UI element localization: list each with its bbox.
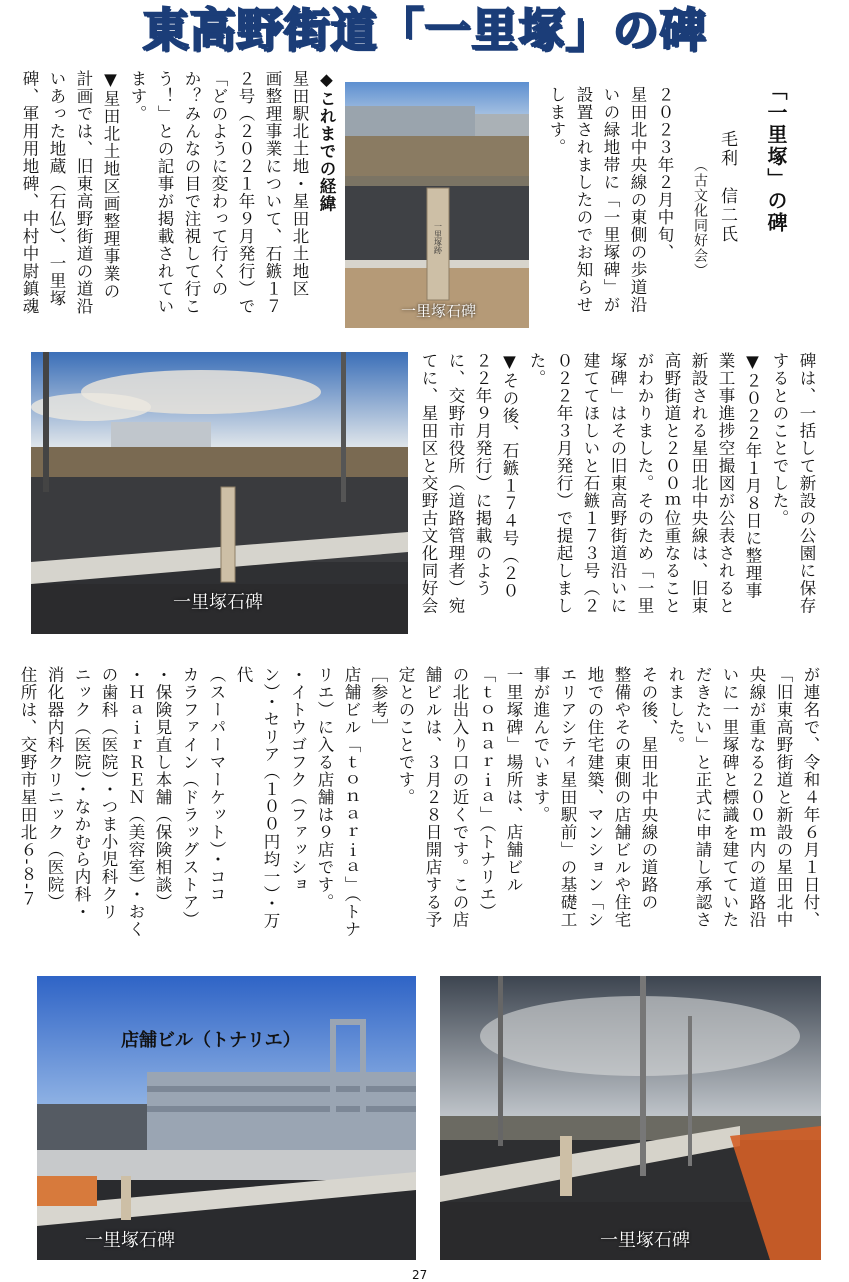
photo-store-building (37, 976, 416, 1260)
page-number: 27 (412, 1268, 428, 1282)
text-line: するとのことでした。 (770, 352, 789, 527)
text-line: 一里塚碑」場所は、店舗ビル (504, 666, 523, 894)
text-line: ます。 (128, 70, 147, 123)
text-line: （スーパーマーケット）・ココ (207, 666, 226, 903)
text-line: ニック（医院）・なかむら内科・ (72, 666, 91, 921)
text-line: エリアシティ星田駅前」の基礎工 (558, 666, 577, 929)
text-line: いに一里塚碑と標識を建てていた (720, 666, 739, 929)
text-line: 業工事進捗空撮図が公表されると (716, 352, 735, 615)
article-org: （古文化同好会） (692, 158, 708, 278)
photo-milestone-top (345, 82, 529, 328)
bottom-text (18, 666, 824, 938)
photo1-caption: 一里塚石碑 (401, 302, 477, 320)
text-line: いあった地蔵（石仏）、一里塚 (47, 70, 66, 307)
photo3-caption-top: 店舗ビル（トナリエ） (121, 1030, 301, 1051)
photo3-caption-bottom: 一里塚石碑 (85, 1230, 175, 1251)
text-line: ▼２０２２年１月８日に整理事 (743, 352, 762, 600)
text-line: ◆これまでの経緯 (317, 70, 336, 213)
text-line: 画整理事業について、石鏃１７ (263, 70, 282, 315)
text-line: ▼その後、石鏃１７４号（２０ (500, 352, 519, 600)
text-line: 碑は、一括して新設の公園に保存 (797, 352, 816, 615)
text-line: ［参考］ (369, 666, 388, 736)
text-line: 設置されましたのでお知らせ (574, 86, 593, 314)
text-line: カラファイン（ドラッグストア） (180, 666, 199, 929)
text-line: ２２年９月発行）に掲載のよう (473, 352, 492, 597)
text-line: 事が進んでいます。 (531, 666, 550, 824)
text-line: ・保険見直し本舗（保険相談） (153, 666, 172, 911)
text-line: 新設される星田北中央線は、旧東 (689, 352, 708, 615)
text-line: た。 (527, 352, 546, 387)
text-line: 整備やその東側の店舗ビルや住宅 (612, 666, 631, 929)
text-line: ▼星田北土地区画整理事業の (101, 70, 120, 300)
text-line: う！」との記事が掲載されてい (155, 70, 174, 315)
text-line: いの緑地帯に「一里塚碑」が (601, 86, 620, 314)
text-line: か？みんなの目で注視して行こ (182, 70, 201, 315)
photo-milestone-street (440, 976, 821, 1260)
text-line: 「どのように変わって行くの (209, 70, 228, 298)
text-line: 碑、軍用用地碑、中村中尉鎮魂 (20, 70, 39, 315)
text-line: 計画では、旧東高野街道の道沿 (74, 70, 93, 315)
text-line: 「ｔｏｎａｒｉａ」（トナリエ） (477, 666, 496, 921)
text-line: 舗ビルは、３月２８日開店する予 (423, 666, 442, 929)
text-line: 住所は、交野市星田北６-８-７ (18, 666, 37, 908)
article-title: 「一里塚」の碑 (764, 80, 788, 234)
text-line: 星田駅北土地・星田北土地区 (290, 70, 309, 298)
text-line: ２号（２０２１年９月発行）で (236, 70, 255, 315)
intro-text (538, 86, 678, 336)
text-line: 「旧東高野街道と新設の星田北中 (774, 666, 793, 929)
text-line: れました。 (666, 666, 685, 754)
text-line: だきたい」と正式に申請し承認さ (693, 666, 712, 929)
text-line: てに、星田区と交野古文化同好会 (419, 352, 438, 615)
text-line: 建ててほしいと石鏃１７３号（２ (581, 352, 600, 615)
text-line: ・イトウゴフク（ファッショ (288, 666, 307, 894)
text-line: 高野街道と２００ｍ位重なること (662, 352, 681, 615)
text-line: 地での住宅建築、マンション「シ (585, 666, 604, 929)
article-author: 毛利 信二氏 (717, 130, 737, 244)
text-line: 星田北中央線の東側の歩道沿 (628, 86, 647, 314)
text-line: 塚碑」はその旧東高野街道沿いに (608, 352, 627, 615)
text-line: 定とのことです。 (396, 666, 415, 806)
middle-text (412, 352, 820, 648)
marker-text: 一里塚跡 (433, 222, 443, 254)
text-line: 店舗ビル「ｔｏｎａｒｉａ」（トナ (342, 666, 361, 938)
page-title: 東高野街道「一里塚」の碑 (142, 3, 707, 57)
text-line: がわかりました。そのため「一里 (635, 352, 654, 615)
text-line: ン）・セリア（１００円均一）・万代 (234, 666, 280, 930)
text-line: 央線が重なる２００ｍ内の道路沿 (747, 666, 766, 929)
text-line: が連名で、令和４年６月１日付、 (801, 666, 820, 929)
text-line: ・ＨａｉｒＲＥＮ（美容室）・おく (126, 666, 145, 938)
text-line: 消化器内科クリニック（医院） (45, 666, 64, 911)
text-line: ２０２３年２月中旬、 (655, 86, 674, 261)
text-line: します。 (547, 86, 566, 156)
background-text (18, 70, 340, 336)
text-line: その後、星田北中央線の道路の (639, 666, 658, 911)
photo2-caption: 一里塚石碑 (173, 592, 263, 613)
text-line: の北出入り口の近くです。この店 (450, 666, 469, 929)
photo-milestone-road (31, 352, 408, 634)
photo4-caption: 一里塚石碑 (600, 1230, 690, 1251)
text-line: の歯科（医院）・つま小児科クリ (99, 666, 118, 921)
text-line: ０２２年３月発行）で提起しまし (554, 352, 573, 615)
text-line: に、交野市役所（道路管理者）宛 (446, 352, 465, 615)
text-line: リエ）に入る店舗は９店です。 (315, 666, 334, 911)
